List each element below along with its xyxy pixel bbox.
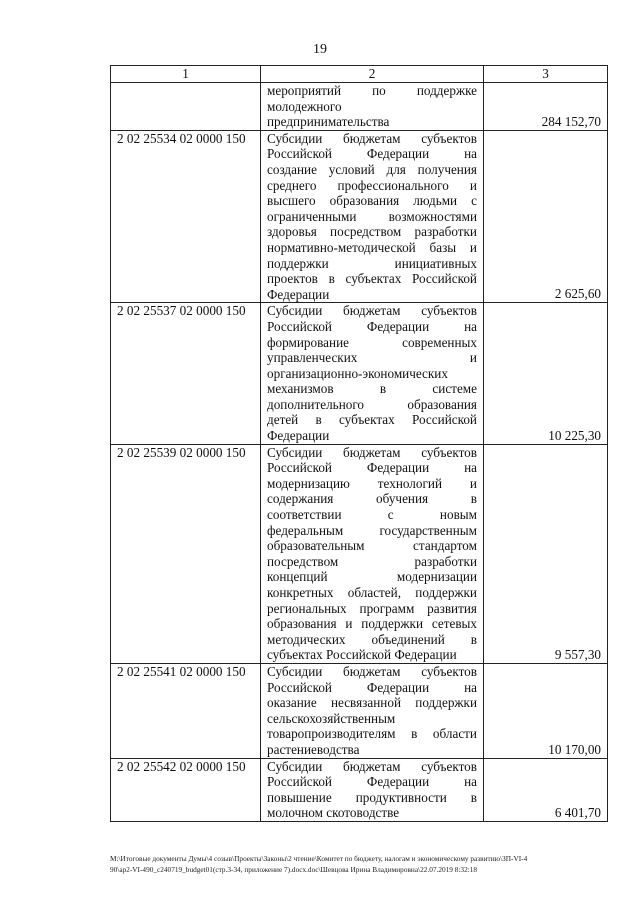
description-line: Субсидии бюджетам субъектов [267, 130, 477, 146]
amount-cell: 284 152,70 [484, 83, 608, 131]
budget-code-cell: 2 02 25537 02 0000 150 [111, 303, 261, 444]
description-cell [261, 130, 484, 303]
description-line: нормативно-методической базы и [267, 239, 477, 255]
amount-cell: 2 625,60 [484, 130, 608, 303]
table-row [111, 758, 608, 821]
description-line: мероприятий по поддержке [267, 83, 477, 98]
description-line: Субсидии бюджетам субъектов [267, 444, 477, 460]
budget-code-cell: 2 02 25542 02 0000 150 [111, 758, 261, 821]
description-line: товаропроизводителям в области [267, 726, 477, 742]
description-line: содержания обучения в [267, 491, 477, 507]
description-line: дополнительного образования [267, 396, 477, 412]
description-line: конкретных областей, поддержки [267, 585, 477, 600]
description-line: растениеводства [267, 741, 360, 757]
description-line: здоровья посредством разработки [267, 224, 477, 240]
description-line: образования и поддержки сетевых [267, 616, 477, 632]
description-line: формирование современных [267, 334, 477, 350]
budget-code-cell: 2 02 25534 02 0000 150 [111, 130, 261, 303]
description-line: механизмов в системе [267, 381, 477, 397]
table-header-row [111, 66, 608, 83]
description-cell [261, 303, 484, 444]
column-header-description: 2 [261, 66, 484, 83]
description-line: концепций модернизации [267, 569, 477, 585]
description-line: Субсидии бюджетам субъектов [267, 303, 477, 319]
budget-code-cell: 2 02 25539 02 0000 150 [111, 444, 261, 663]
table-row [111, 130, 608, 303]
budget-code-cell: 2 02 25541 02 0000 150 [111, 663, 261, 758]
description-line: Российской Федерации на [267, 679, 477, 695]
description-line: молочном скотоводстве [267, 805, 400, 821]
description-line: молодежного [267, 98, 342, 114]
description-cell [261, 444, 484, 663]
description-line: повышение продуктивности в [267, 789, 477, 805]
table-row [111, 303, 608, 444]
description-line: предпринимательства [267, 114, 390, 130]
description-line: модернизацию технологий и [267, 475, 477, 491]
description-line: Субсидии бюджетам субъектов [267, 663, 477, 679]
column-header-code: 1 [111, 66, 261, 83]
description-line: Федерации [267, 428, 330, 444]
description-line: детей в субъектах Российской [267, 412, 477, 428]
description-line: организационно-экономических [267, 365, 448, 381]
description-line: Российской Федерации на [267, 318, 477, 334]
description-line: методических объединений в [267, 631, 477, 647]
description-line: субъектах Российской Федерации [267, 647, 457, 663]
description-line: Российской Федерации на [267, 146, 477, 162]
description-line: создание условий для получения [267, 161, 477, 177]
description-line: Российской Федерации на [267, 460, 477, 476]
description-line: высшего образования людьми с [267, 193, 477, 209]
description-line: Федерации [267, 286, 330, 302]
description-line: среднего профессионального и [267, 177, 477, 193]
budget-revenue-table [110, 65, 608, 822]
description-line: региональных программ развития [267, 600, 477, 616]
description-line: Субсидии бюджетам субъектов [267, 758, 477, 774]
description-cell [261, 758, 484, 821]
column-header-amount: 3 [484, 66, 608, 83]
description-line: посредством разработки [267, 553, 477, 569]
description-line: ограниченными возможностями [267, 208, 477, 224]
description-line: Российской Федерации на [267, 774, 477, 790]
amount-cell: 10 225,30 [484, 303, 608, 444]
table-row [111, 444, 608, 663]
description-line: образовательным стандартом [267, 538, 477, 554]
description-line: поддержки инициативных [267, 255, 477, 271]
description-cell [261, 83, 484, 131]
amount-cell: 9 557,30 [484, 444, 608, 663]
description-line: федеральным государственным [267, 522, 477, 538]
description-line: управленческих и [267, 350, 477, 366]
description-line: проектов в субъектах Российской [267, 271, 477, 287]
page-number: 19 [313, 42, 327, 57]
amount-cell: 10 170,00 [484, 663, 608, 758]
description-cell [261, 663, 484, 758]
description-line: соответствии с новым [267, 507, 477, 523]
table-row [111, 83, 608, 131]
table-row [111, 663, 608, 758]
description-line: сельскохозяйственным [267, 710, 396, 726]
description-line: оказание несвязанной поддержки [267, 695, 477, 711]
budget-code-cell [111, 83, 261, 131]
amount-cell: 6 401,70 [484, 758, 608, 821]
document-footer-path: M:\Итоговые документы Думы\4 созыв\Проекты\Законы\2 чтение\Комитет по бюджету, налогам и экономическому развитию\ЗП-VI-490\ар2-VI-490_с240719_budget01(стр.3-34, приложение 7).docx.doc\Шевцова Ирина Владимировна\22.07.2019 8:32:18 [110, 854, 528, 874]
